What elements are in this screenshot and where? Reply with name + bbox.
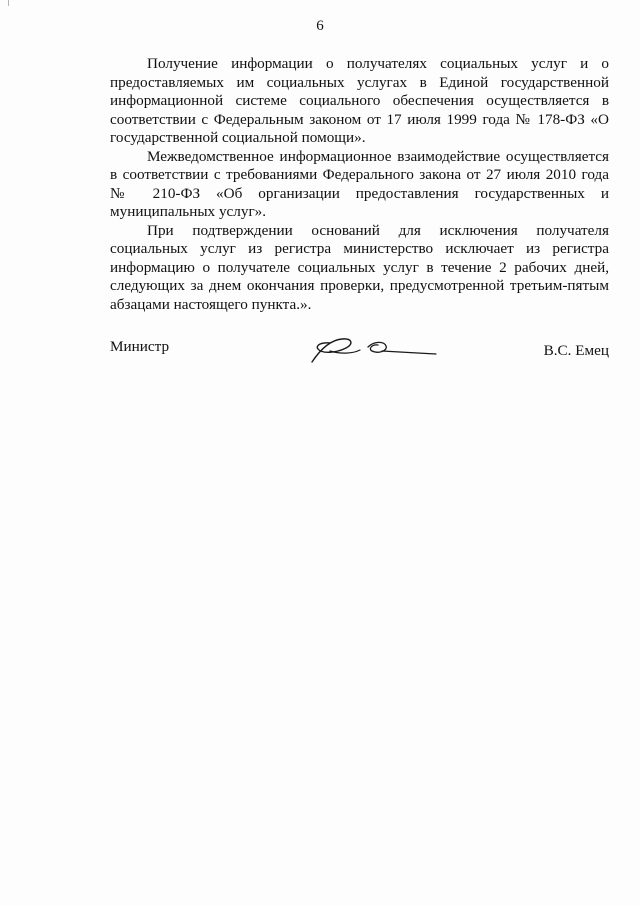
signatory-title: Министр [110, 338, 170, 355]
signatory-name: В.С. Емец [543, 342, 609, 359]
scan-edge-mark [8, 0, 9, 6]
signature-block [110, 336, 609, 376]
paragraph-social-info: Получение информации о получателях социальных услуг и о предоставляемых им социальных услугах в Единой государственной информационной системе социального обеспечения осуществляется в соответствии с Федеральным законом от 17 июля 1999 года № 178-ФЗ «О государственной социальной помощи». [110, 55, 609, 146]
page-number: 6 [316, 18, 324, 34]
handwritten-signature [306, 330, 441, 368]
document-body [110, 55, 609, 314]
paragraph-interagency: Межведомственное информационное взаимодействие осуществляется в соответствии с требованиями Федерального закона от 27 июля 2010 года № 210-ФЗ «Об организации предоставления государственных и муниципальных услуг». [110, 147, 609, 220]
paragraph-exclusion: При подтверждении оснований для исключения получателя социальных услуг из регистра министерство исключает из регистра информацию о получателе социальных услуг в течение 2 рабочих дней, следующих за днем окончания проверки, предусмотренной третьим-пятым абзацами настоящего пункта.». [110, 221, 609, 313]
